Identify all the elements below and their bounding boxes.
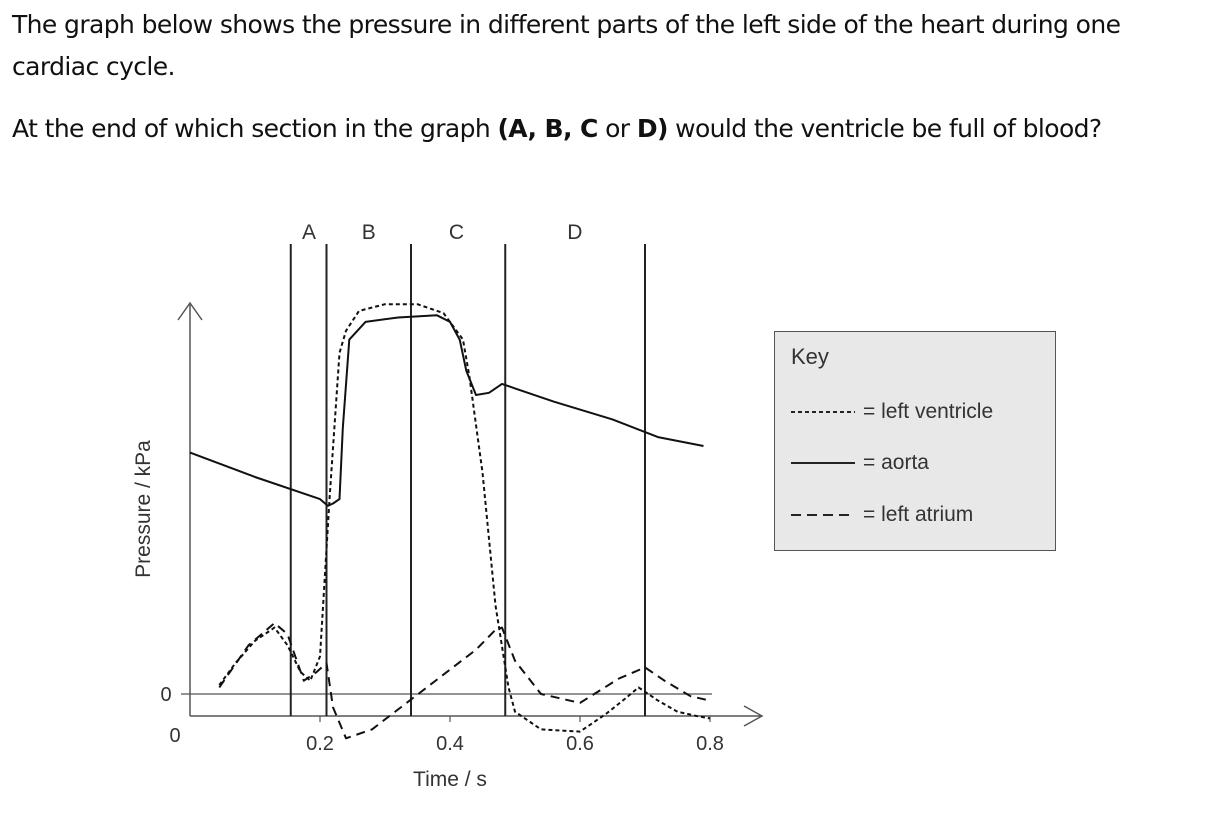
option-abc: (A, B, C — [497, 114, 598, 143]
option-d: D) — [636, 114, 668, 143]
question-text: At the end of which section in the graph — [12, 114, 498, 143]
section-label: C — [448, 221, 465, 244]
section-label: D — [567, 221, 583, 244]
section-label: A — [301, 221, 316, 244]
question-text-end: would the ventricle be full of blood? — [667, 114, 1102, 143]
question-line-1: The graph below shows the pressure in different parts of the left side of the heart during one — [12, 10, 1121, 39]
x-ticks — [306, 716, 724, 755]
series-line-left-ventricle — [219, 304, 710, 731]
x-tick-label: 0.4 — [436, 733, 464, 755]
section-labels — [302, 221, 582, 244]
legend-item-left-atrium — [789, 503, 973, 527]
origin-label: 0 — [169, 725, 181, 747]
section-boundaries — [291, 244, 645, 716]
x-tick-label: 0.8 — [696, 733, 724, 755]
legend-item-left-ventricle — [789, 400, 993, 424]
x-tick-label: 0.2 — [306, 733, 334, 755]
series-line-left-atrium — [219, 623, 710, 738]
legend-swatch-dashed — [789, 510, 857, 520]
legend-label: = left atrium — [863, 503, 974, 526]
section-label: B — [361, 221, 376, 244]
question-line-2: cardiac cycle. — [12, 52, 175, 81]
legend-item-aorta — [789, 451, 929, 475]
x-axis-label: Time / s — [413, 768, 487, 791]
question-or: or — [597, 114, 637, 143]
legend-label: = aorta — [863, 451, 929, 474]
series-lines — [190, 304, 710, 738]
y-tick-zero: 0 — [160, 684, 172, 706]
legend-title: Key — [791, 344, 829, 369]
legend-swatch-solid — [789, 458, 857, 468]
y-axis-label: Pressure / kPa — [132, 440, 155, 578]
legend-label: = left ventricle — [863, 400, 994, 423]
legend-key — [774, 331, 1056, 551]
x-tick-label: 0.6 — [566, 733, 594, 755]
legend-swatch-dash-dot — [789, 407, 857, 417]
series-line-aorta — [190, 315, 704, 506]
